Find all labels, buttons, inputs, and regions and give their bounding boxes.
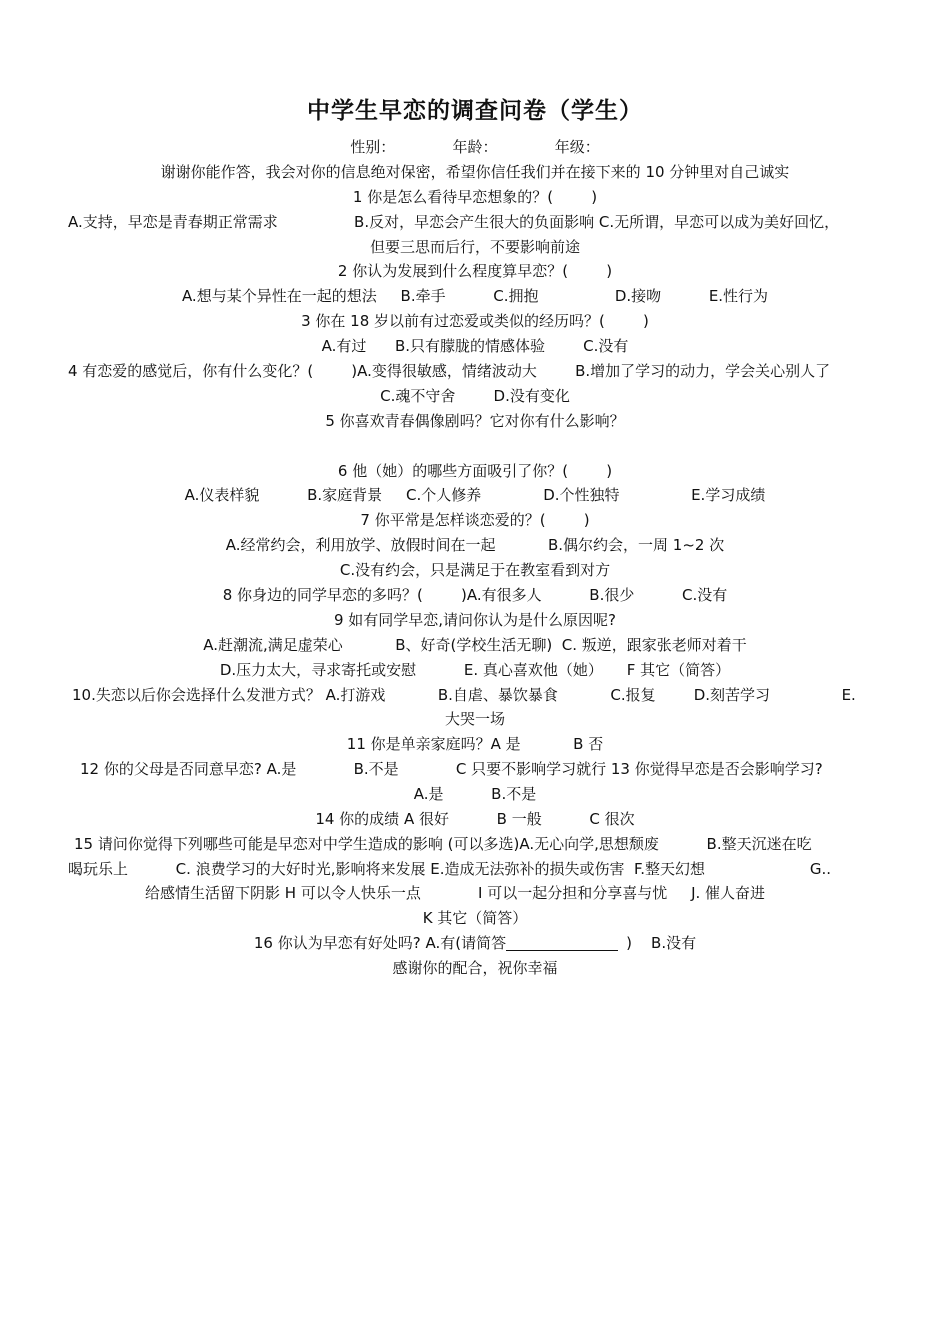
question-6-options: A.仪表样貌 B.家庭背景 C.个人修养 D.个性独特 E.学习成绩 <box>184 486 766 504</box>
question-7-options: A.经常约会，利用放学、放假时间在一起 B.偶尔约会，一周 1~2 次 <box>225 536 725 554</box>
question-13-options: A.是 B.不是 <box>413 785 537 803</box>
question-15-cont-3: K 其它（简答） <box>422 909 528 927</box>
question-14: 14 你的成绩 A 很好 B 一般 C 很次 <box>315 810 635 828</box>
info-line: 性别： 年龄： 年级： <box>350 138 600 156</box>
question-1-options-cont: 但要三思而后行，不要影响前途 <box>369 238 580 256</box>
question-2: 2 你认为发展到什么程度算早恋？( ) <box>337 262 613 280</box>
page-title: 中学生早恋的调查问卷（学生） <box>307 98 643 124</box>
question-1: 1 你是怎么看待早恋想象的？( ) <box>352 188 598 206</box>
question-15-cont-2: 给感情生活留下阴影 H 可以令人快乐一点 I 可以一起分担和分享喜与忧 J. 催人奋进 <box>145 884 766 902</box>
question-10-cont: 大哭一场 <box>444 710 505 728</box>
question-4: 4 有恋爱的感觉后，你有什么变化？( )A.变得很敏感，情绪波动大 B.增加了学习的动力，学会关心别人了 <box>68 362 831 380</box>
question-16 <box>0 931 950 955</box>
intro-text: 谢谢你能作答，我会对你的信息绝对保密，希望你信任我们并在接下来的 10 分钟里对自己诚实 <box>160 163 790 181</box>
question-5: 5 你喜欢青春偶像剧吗？它对你有什么影响？ <box>325 412 625 430</box>
question-7: 7 你平常是怎样谈恋爱的？( ) <box>360 511 590 529</box>
question-12-13: 12 你的父母是否同意早恋? A.是 B.不是 C 只要不影响学习就行 13 你觉得早恋是否会影响学习? <box>80 760 823 778</box>
question-7-options-cont: C.没有约会，只是满足于在教室看到对方 <box>339 561 611 579</box>
question-16-text: 16 你认为早恋有好处吗? A.有(请简答 <box>253 934 507 952</box>
question-1-options: A.支持，早恋是青春期正常需求 B.反对，早恋会产生很大的负面影响 C.无所谓，早恋可以成为美好回忆， <box>68 213 840 231</box>
question-6: 6 他（她）的哪些方面吸引了你？( ) <box>337 462 613 480</box>
question-9-options: A.赶潮流,满足虚荣心 B、好奇(学校生活无聊) C. 叛逆，跟家张老师对着干 <box>203 636 747 654</box>
answer-blank-line <box>506 934 618 951</box>
question-15: 15 请问你觉得下列哪些可能是早恋对中学生造成的影响 (可以多选)A.无心向学,思想颓废 B.整天沉迷在吃 <box>74 835 812 853</box>
closing-text: 感谢你的配合，祝你幸福 <box>392 959 558 977</box>
question-11: 11 你是单亲家庭吗？A 是 B 否 <box>346 735 604 753</box>
question-4-options-cont: C.魂不守舍 D.没有变化 <box>380 387 570 405</box>
question-9: 9 如有同学早恋,请问你认为是什么原因呢? <box>333 611 617 629</box>
question-15-cont-1: 喝玩乐上 C. 浪费学习的大好时光,影响将来发展 E.造成无法弥补的损失或伤害 F.整天幻想 G.. <box>68 860 832 878</box>
question-8: 8 你身边的同学早恋的多吗？( )A.有很多人 B.很少 C.没有 <box>222 586 728 604</box>
question-3: 3 你在 18 岁以前有过恋爱或类似的经历吗？( ) <box>301 312 649 330</box>
question-3-options: A.有过 B.只有朦胧的情感体验 C.没有 <box>321 337 629 355</box>
question-2-options: A.想与某个异性在一起的想法 B.牵手 C.拥抱 D.接吻 E.性行为 <box>181 287 769 305</box>
question-9-options-cont: D.压力太大，寻求寄托或安慰 E. 真心喜欢他（她） F 其它（简答） <box>219 661 731 679</box>
question-16-options: ) B.没有 <box>626 934 697 952</box>
question-10: 10.失恋以后你会选择什么发泄方式？ A.打游戏 B.自虐、暴饮暴食 C.报复 D.刻苦学习 E. <box>72 686 856 704</box>
